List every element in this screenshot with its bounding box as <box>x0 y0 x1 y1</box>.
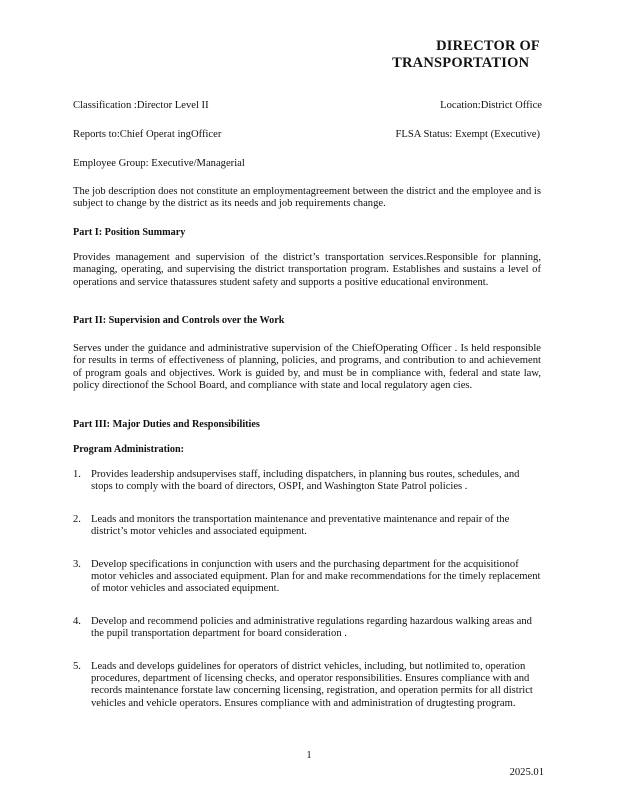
page-number: 1 <box>306 750 312 761</box>
reports-to-text: Reports to:Chief Operat ingOfficer <box>73 129 222 140</box>
item-number: 3. <box>73 558 81 570</box>
employee-group-text: Employee Group: Executive/Managerial <box>73 158 245 169</box>
part3-heading: Part III: Major Duties and Responsibilities <box>73 419 260 430</box>
item-number: 1. <box>73 469 81 480</box>
list-item <box>73 469 543 494</box>
item-number: 2. <box>73 513 81 525</box>
location-text: Location:District Office <box>440 100 542 111</box>
item-text: Leads and develops guidelines for operators of district vehicles, including, but notlimited to, operation procedures, department of licensing checks, and operator responsibilities. Ensures compliance with and records maintenance forstate law concerning licensing, registration, and operation permits for all district vehicles and vehicle operators. Ensures compliance with and administration of drugtesting program. <box>91 660 533 709</box>
item-number: 4. <box>73 615 81 627</box>
disclaimer-paragraph: The job description does not constitute an employmentagreement between the district and the employee and is subject to change by the district as its needs and job requirements change. <box>73 186 541 210</box>
page-title <box>392 38 540 72</box>
list-item <box>73 559 543 596</box>
part1-body: Provides management and supervision of the district’s transportation services.Responsible for planning, managing, operating, and supervising the district transportation program. Establishes and sustains a level of operations and service thatassures student safety and supports a positive educational environment. <box>73 252 541 288</box>
item-number: 5. <box>73 660 81 672</box>
revision-date: 2025.01 <box>509 767 544 778</box>
title-line-1: DIRECTOR OF <box>436 38 540 54</box>
part2-body: Serves under the guidance and administrative supervision of the ChiefOperating Officer . Is held responsible for results in terms of effectiveness of planning, policies, and programs, and contribution to and achievement of program goals and objectives. Work is guided by, and must be in compliance with, federal and state law, policy directionof the School Board, and compliance with state and local regulatory agen cies. <box>73 343 541 392</box>
item-text: Leads and monitors the transportation maintenance and preventative maintenance and repair of the district’s motor vehicles and associated equipment. <box>91 513 510 538</box>
item-text: Provides leadership andsupervises staff, including dispatchers, in planning bus routes, schedules, and stops to comply with the board of directors, OSPI, and Washington State Patrol policies . <box>91 469 520 493</box>
list-item <box>73 514 543 539</box>
info-row-classification <box>73 100 542 112</box>
item-text: Develop and recommend policies and administrative regulations regarding hazardous walking areas and the pupil transportation department for board consideration . <box>91 615 532 640</box>
part1-heading: Part I: Position Summary <box>73 227 186 238</box>
duties-list <box>73 469 543 710</box>
flsa-status-text: FLSA Status: Exempt (Executive) <box>395 129 540 140</box>
classification-text: Classification :Director Level II <box>73 100 209 111</box>
part2-heading: Part II: Supervision and Controls over the Work <box>73 315 285 326</box>
item-text: Develop specifications in conjunction with users and the purchasing department for the acquisitionof motor vehicles and associated equipment. Plan for and make recommendations for the timely replacement of motor vehicles and associated equipment. <box>91 558 541 595</box>
list-item <box>73 661 543 711</box>
title-line-2: TRANSPORTATION <box>392 55 530 71</box>
list-item <box>73 616 543 641</box>
info-row-reports <box>73 129 540 141</box>
program-administration-subheading: Program Administration: <box>73 444 185 455</box>
